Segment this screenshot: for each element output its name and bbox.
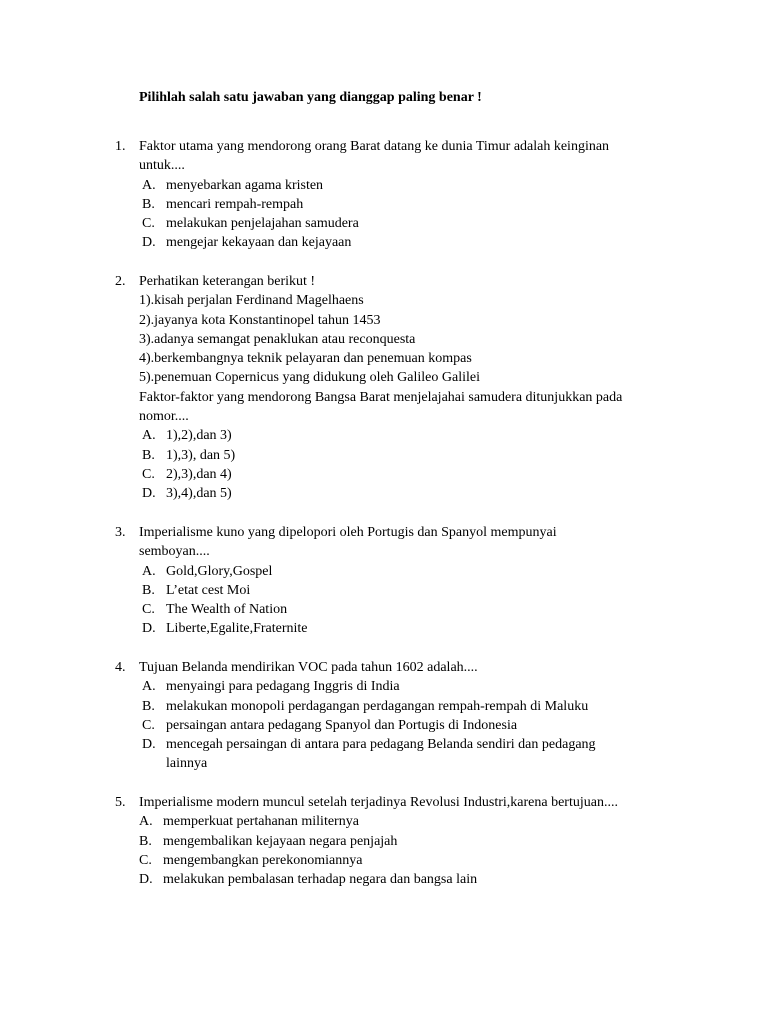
statement-2: 2).jayanya kota Konstantinopel tahun 1453 [139,312,381,328]
option-letter: B. [142,582,155,598]
option-text: 1),3), dan 5) [166,447,236,463]
option-b [139,581,695,600]
question-number: 1. [115,139,126,154]
option-text: mencegah persaingan di antara para pedagang Belanda sendiri dan pedagang [166,737,596,753]
option-d [139,619,695,638]
option-letter: A. [142,679,156,695]
question-text: Perhatikan keterangan berikut ! [139,274,316,289]
option-text: memperkuat pertahanan militernya [163,814,359,830]
option-text: Liberte,Egalite,Fraternite [166,621,308,637]
option-letter: A. [139,814,153,830]
statement-5: 5).penemuan Copernicus yang didukung oleh Galileo Galilei [139,370,480,386]
option-a [139,677,695,696]
question-number: 5. [115,795,126,810]
option-d [139,233,695,252]
question-5 [115,793,695,889]
option-letter: C. [142,602,155,618]
option-text: persaingan antara pedagang Spanyol dan Portugis di Indonesia [166,717,518,733]
option-c [139,600,695,619]
option-text: 2),3),dan 4) [166,466,232,482]
option-b [139,832,695,851]
option-text: 3),4),dan 5) [166,486,232,502]
question-number: 2. [115,274,126,289]
option-letter: C. [139,852,152,868]
option-text-continued: lainnya [166,756,208,772]
statement-3: 3).adanya semangat penaklukan atau reconquesta [139,331,416,347]
option-text: mengembalikan kejayaan negara penjajah [163,833,398,849]
option-b [139,697,695,716]
option-letter: B. [142,698,155,714]
option-text: mengejar kekayaan dan kejayaan [166,235,352,251]
option-c [139,214,695,233]
question-text: Tujuan Belanda mendirikan VOC pada tahun 1602 adalah.... [139,660,478,675]
option-letter: D. [142,737,156,753]
option-letter: D. [139,872,153,888]
option-text: L’etat cest Moi [166,582,251,598]
option-c [139,851,695,870]
option-letter: A. [142,428,156,444]
option-d [139,735,695,774]
question-text: untuk.... [139,158,185,174]
option-letter: B. [142,196,155,212]
option-text: mengembangkan perekonomiannya [163,852,363,868]
option-d [139,484,695,503]
option-letter: C. [142,216,155,232]
option-letter: D. [142,235,156,251]
question-text: Imperialisme kuno yang dipelopori oleh Portugis dan Spanyol mempunyai [139,525,557,540]
question-3 [115,523,695,639]
question-1 [115,137,695,253]
option-text: melakukan penjelajahan samudera [166,216,359,232]
option-c [139,716,695,735]
option-letter: D. [142,621,156,637]
question-text: Faktor utama yang mendorong orang Barat datang ke dunia Timur adalah keinginan [139,139,610,154]
option-text: mencari rempah-rempah [166,196,304,212]
option-b [139,195,695,214]
option-letter: B. [139,833,152,849]
option-letter: A. [142,177,156,193]
option-letter: D. [142,486,156,502]
option-text: melakukan monopoli perdagangan perdagangan rempah-rempah di Maluku [166,698,589,714]
option-text: 1),2),dan 3) [166,428,232,444]
option-letter: C. [142,717,155,733]
option-text: menyaingi para pedagang Inggris di India [166,679,400,695]
option-a [139,812,695,831]
statement-4: 4).berkembangnya teknik pelayaran dan penemuan kompas [139,351,472,367]
option-a [139,562,695,581]
option-c [139,465,695,484]
question-2 [115,272,695,504]
option-letter: C. [142,466,155,482]
question-4 [115,658,695,774]
option-text: Gold,Glory,Gospel [166,563,273,579]
question-text: nomor.... [139,409,189,425]
question-text: semboyan.... [139,544,210,560]
option-letter: A. [142,563,156,579]
option-text: melakukan pembalasan terhadap negara dan bangsa lain [163,872,478,888]
option-a [139,426,695,445]
option-text: The Wealth of Nation [166,602,288,618]
instruction-heading: Pilihlah salah satu jawaban yang dianggap paling benar ! [139,90,482,105]
question-number: 3. [115,525,126,540]
question-number: 4. [115,660,126,675]
option-text: menyebarkan agama kristen [166,177,324,193]
option-a [139,176,695,195]
statement-1: 1).kisah perjalan Ferdinand Magelhaens [139,293,364,309]
option-d [139,870,695,889]
option-b [139,446,695,465]
question-text: Faktor-faktor yang mendorong Bangsa Barat menjelajahai samudera ditunjukkan pada [139,389,623,405]
option-letter: B. [142,447,155,463]
question-text: Imperialisme modern muncul setelah terjadinya Revolusi Industri,karena bertujuan.... [139,795,618,810]
